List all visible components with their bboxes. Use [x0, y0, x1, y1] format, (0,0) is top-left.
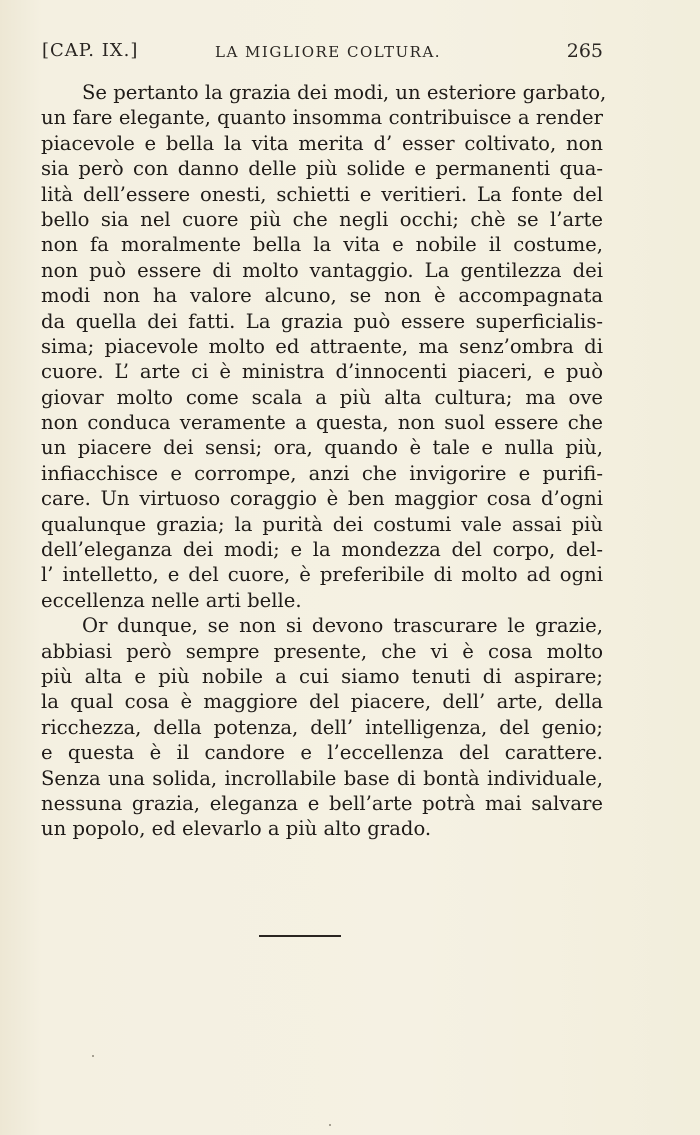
- paper-speck: [329, 1124, 331, 1126]
- text-line: da quella dei fatti. La grazia può essere superficialis-: [41, 309, 603, 333]
- text-line: Or dunque, se non si devono trascurare le grazie,: [82, 614, 603, 638]
- text-line: sia però con danno delle più solide e permanenti qua-: [41, 157, 603, 181]
- text-line: un fare elegante, quanto insomma contribuisce a render: [41, 106, 603, 130]
- text-line: non conduca veramente a questa, non suol essere che: [41, 411, 603, 435]
- text-line: infiacchisce e corrompe, anzi che invigorire e purifi-: [41, 461, 603, 485]
- text-line: più alta e più nobile a cui siamo tenuti di aspirare;: [41, 664, 603, 688]
- text-line: Senza una solida, incrollabile base di bontà individuale,: [41, 766, 603, 790]
- text-line: non può essere di molto vantaggio. La gentilezza dei: [41, 258, 603, 282]
- text-line: cuore. L’ arte ci è ministra d’innocenti piaceri, e può: [41, 360, 603, 384]
- page-header: [42, 40, 603, 70]
- chapter-label: [CAP. IX.]: [42, 40, 139, 61]
- text-line: piacevole e bella la vita merita d’ esser coltivato, non: [41, 131, 603, 155]
- text-line: dell’eleganza dei modi; e la mondezza del corpo, del-: [41, 538, 603, 562]
- text-line: lità dell’essere onesti, schietti e veritieri. La fonte del: [41, 182, 603, 206]
- text-line: nessuna grazia, eleganza e bell’arte potrà mai salvare: [41, 791, 603, 815]
- text-line: giovar molto come scala a più alta cultura; ma ove: [41, 385, 603, 409]
- paragraph-1: [41, 80, 607, 613]
- text-line: un popolo, ed elevarlo a più alto grado.: [41, 817, 432, 841]
- running-title: LA MIGLIORE COLTURA.: [215, 43, 442, 61]
- section-end-rule: [259, 935, 341, 937]
- text-line: eccellenza nelle arti belle.: [41, 588, 302, 612]
- text-line: abbiasi però sempre presente, che vi è cosa molto: [41, 639, 603, 663]
- text-line: Se pertanto la grazia dei modi, un esteriore garbato,: [82, 81, 607, 104]
- body-text: [41, 80, 607, 842]
- paper-speck: [92, 1055, 94, 1057]
- text-line: care. Un virtuoso coraggio è ben maggior cosa d’ogni: [41, 487, 603, 511]
- paragraph-2: [41, 613, 603, 842]
- text-line: bello sia nel cuore più che negli occhi; chè se l’arte: [41, 207, 603, 231]
- text-line: modi non ha valore alcuno, se non è accompagnata: [41, 284, 603, 308]
- text-line: l’ intelletto, e del cuore, è preferibile di molto ad ogni: [41, 563, 603, 587]
- text-line: ricchezza, della potenza, dell’ intelligenza, del genio;: [41, 715, 603, 739]
- text-line: e questa è il candore e l’eccellenza del carattere.: [41, 741, 603, 765]
- text-line: sima; piacevole molto ed attraente, ma senz’ombra di: [41, 334, 603, 358]
- text-line: qualunque grazia; la purità dei costumi vale assai più: [41, 512, 603, 536]
- text-line: la qual cosa è maggiore del piacere, dell’ arte, della: [41, 690, 603, 714]
- page-number: 265: [566, 40, 603, 62]
- text-line: un piacere dei sensi; ora, quando è tale e nulla più,: [41, 436, 603, 460]
- text-line: non fa moralmente bella la vita e nobile il costume,: [41, 233, 603, 257]
